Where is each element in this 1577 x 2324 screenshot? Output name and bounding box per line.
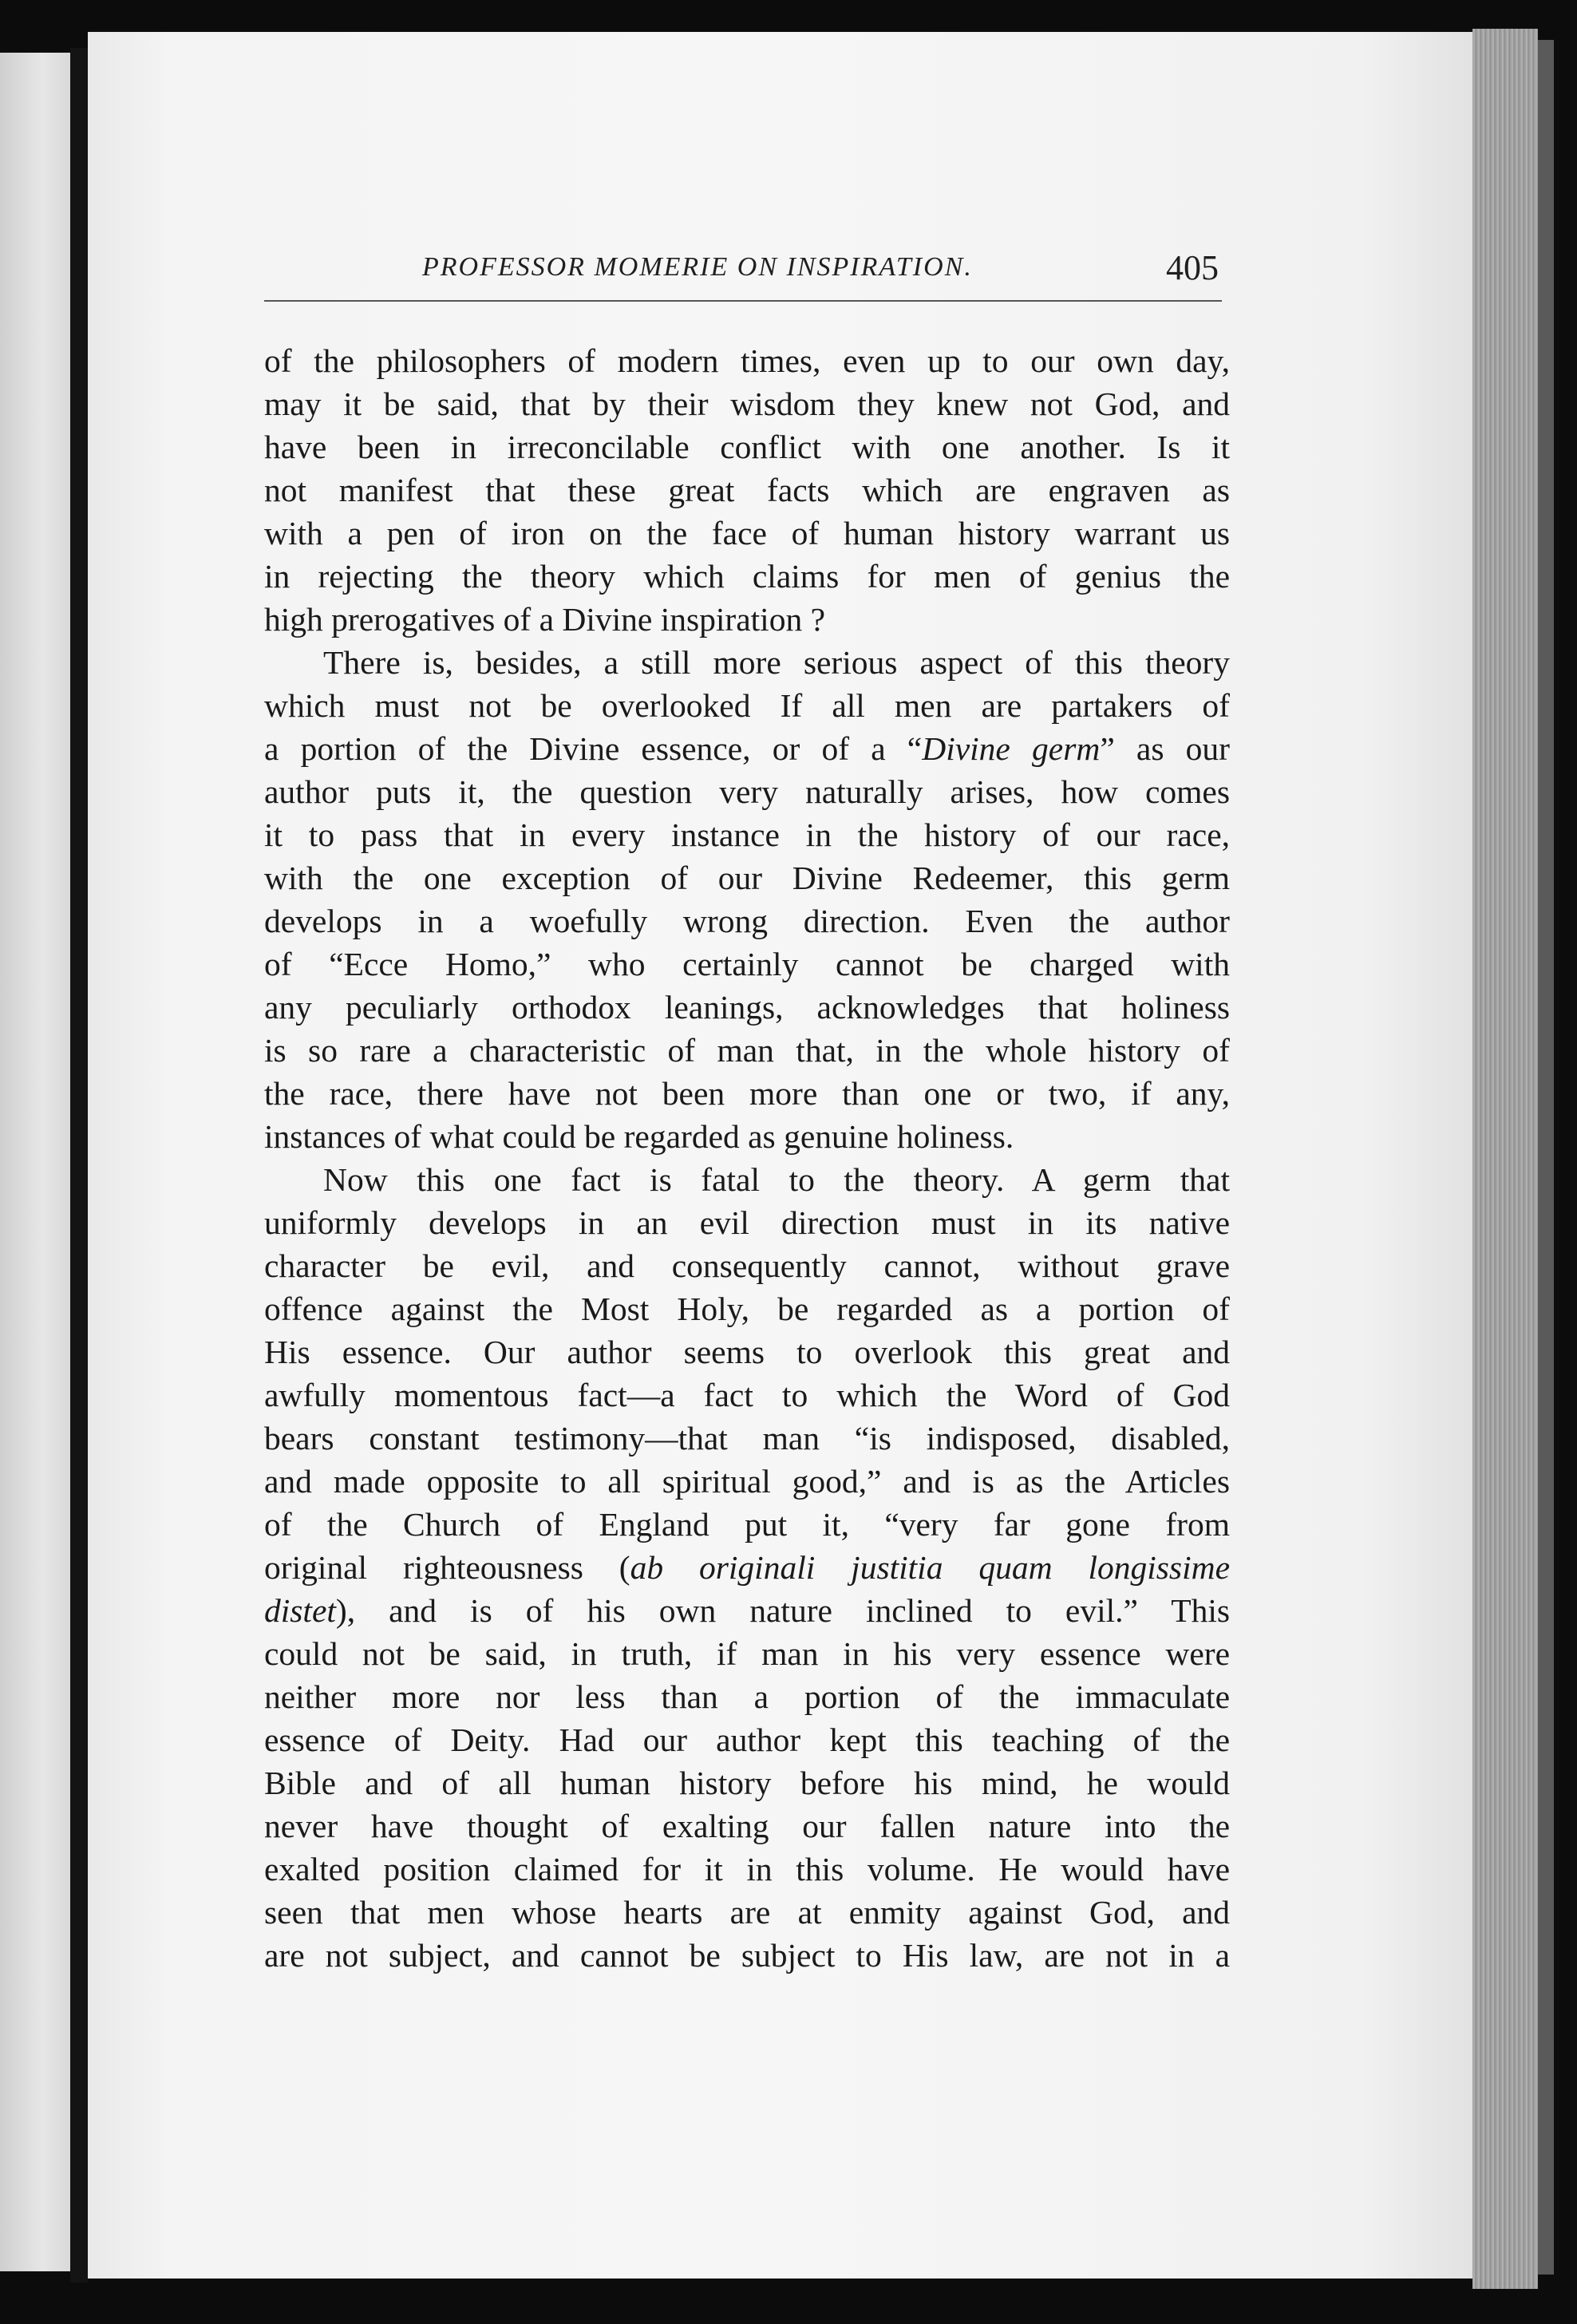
text-line: high prerogatives of a Divine inspiration ? — [264, 601, 826, 638]
text-line: with a pen of iron on the face of human history warrant us — [264, 515, 1230, 551]
running-head — [264, 247, 1222, 295]
text-fragment: ), and is of his own nature inclined to evil.” This — [335, 1592, 1230, 1629]
text-line: could not be said, in truth, if man in his very essence were — [264, 1635, 1230, 1672]
text-line: of the Church of England put it, “very far gone from — [264, 1506, 1230, 1543]
text-line: neither more nor less than a portion of the immaculate — [264, 1678, 1230, 1715]
italic-latin-quote: distet — [264, 1592, 336, 1629]
text-line: it to pass that in every instance in the history of our race, — [264, 816, 1230, 853]
text-line: have been in irreconcilable conflict with one another. Is it — [264, 429, 1230, 465]
book-gutter — [70, 48, 88, 2282]
text-line — [264, 1589, 1230, 1632]
text-line: essence of Deity. Had our author kept this teaching of the — [264, 1721, 1230, 1758]
text-line: which must not be overlooked If all men are partakers of — [264, 687, 1230, 724]
text-line: are not subject, and cannot be subject to His law, are not in a — [264, 1937, 1230, 1974]
text-line: offence against the Most Holy, be regarded as a portion of — [264, 1290, 1230, 1327]
text-line: develops in a woefully wrong direction. Even the author — [264, 903, 1230, 939]
text-line: exalted position claimed for it in this volume. He would have — [264, 1851, 1230, 1887]
text-line: uniformly develops in an evil direction must in its native — [264, 1204, 1230, 1241]
text-line: His essence. Our author seems to overlook this great and — [264, 1334, 1230, 1370]
text-line: any peculiarly orthodox leanings, acknowledges that holiness — [264, 989, 1230, 1026]
text-fragment: a portion of the Divine essence, or of a “ — [264, 730, 923, 767]
text-line: not manifest that these great facts which are engraven as — [264, 472, 1230, 508]
italic-term: Divine germ — [922, 730, 1101, 767]
text-line: character be evil, and consequently cannot, without grave — [264, 1247, 1230, 1284]
text-line: of “Ecce Homo,” who certainly cannot be charged with — [264, 946, 1230, 982]
text-line: with the one exception of our Divine Redeemer, this germ — [264, 860, 1230, 896]
text-line — [264, 727, 1230, 770]
text-line — [264, 1546, 1230, 1589]
text-line: There is, besides, a still more serious aspect of this theory — [323, 644, 1230, 681]
facing-page-edge — [0, 53, 70, 2271]
text-line: never have thought of exalting our fallen nature into the — [264, 1808, 1230, 1844]
text-line: seen that men whose hearts are at enmity against God, and — [264, 1894, 1230, 1931]
page-number: 405 — [1166, 248, 1219, 287]
body-text — [264, 339, 1230, 1977]
text-line: the race, there have not been more than one or two, if any, — [264, 1075, 1230, 1112]
text-fragment: ” as our — [1100, 730, 1230, 767]
text-line: Bible and of all human history before his mind, he would — [264, 1765, 1230, 1801]
text-line: is so rare a characteristic of man that, in the whole history of — [264, 1032, 1230, 1069]
page-stack-edge — [1472, 29, 1538, 2289]
text-line: may it be said, that by their wisdom they knew not God, and — [264, 385, 1230, 422]
text-line: in rejecting the theory which claims for men of genius the — [264, 558, 1230, 595]
running-title: PROFESSOR MOMERIE ON INSPIRATION. — [422, 252, 973, 282]
text-line: of the philosophers of modern times, even up to our own day, — [264, 342, 1230, 379]
text-line: Now this one fact is fatal to the theory. A germ that — [323, 1161, 1230, 1198]
text-fragment: original righteousness ( — [264, 1549, 630, 1586]
text-line: and made opposite to all spiritual good,” and is as the Articles — [264, 1463, 1230, 1500]
text-line: awfully momentous fact—a fact to which the Word of God — [264, 1377, 1230, 1413]
text-line: instances of what could be regarded as genuine holiness. — [264, 1118, 1014, 1155]
text-line: author puts it, the question very naturally arises, how comes — [264, 773, 1230, 810]
header-rule — [264, 300, 1222, 302]
italic-latin-quote: ab originali justitia quam longissime — [630, 1549, 1230, 1586]
text-line: bears constant testimony—that man “is indisposed, disabled, — [264, 1420, 1230, 1456]
page-stack-shadow — [1538, 40, 1554, 2275]
